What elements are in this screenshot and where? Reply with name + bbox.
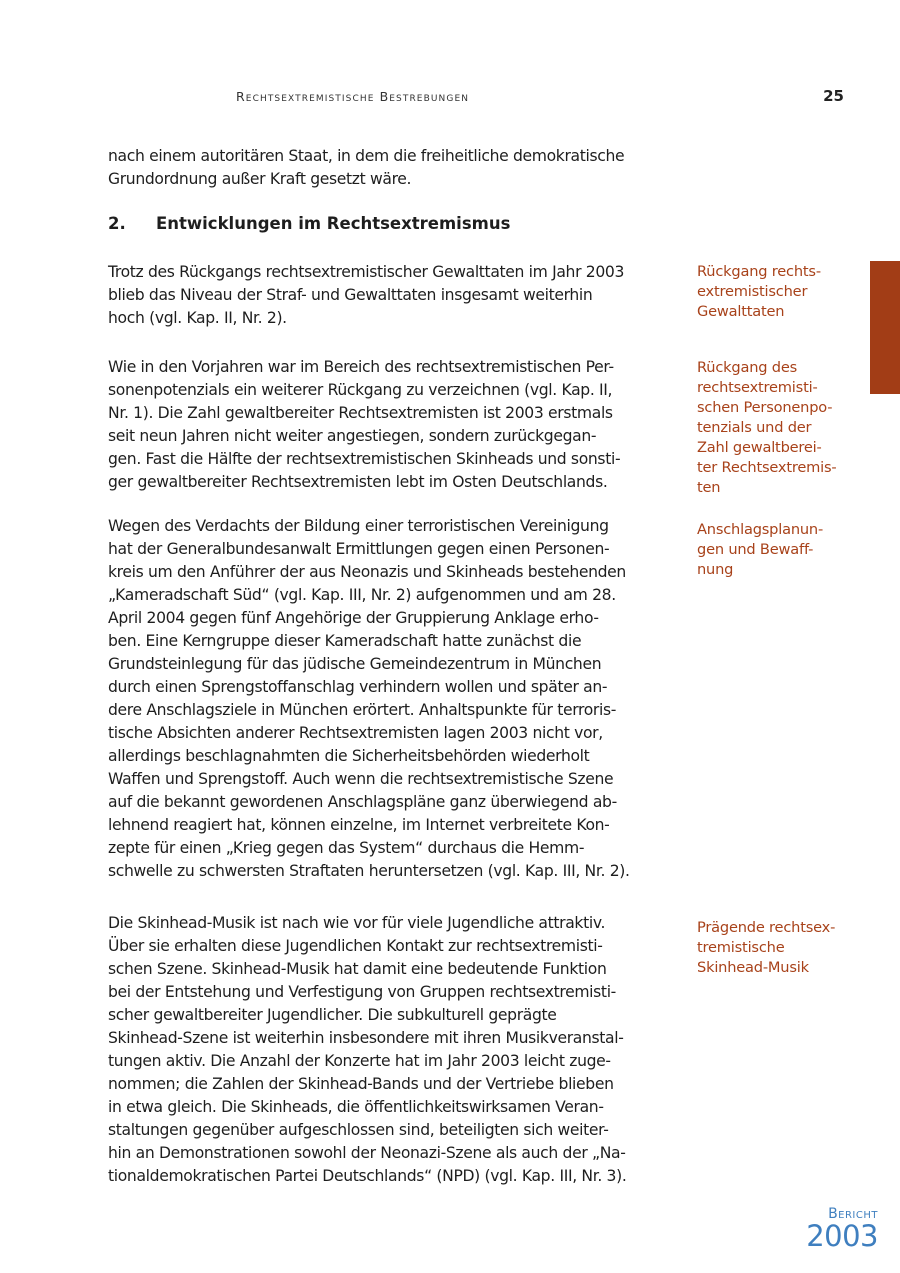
text-line: auf die bekannt gewordenen Anschlagspläne ganz überwiegend ab- [108,793,617,811]
paragraph-personenpotenzial [108,356,673,494]
paragraph-skinhead-musik [108,912,673,1188]
text-line: ben. Eine Kerngruppe dieser Kameradschaft hatte zunächst die [108,632,582,650]
note-line: Rückgang rechts- [697,263,821,280]
text-line: seit neun Jahren nicht weiter angestiegen, sondern zurückgegan- [108,427,597,445]
text-line: Wegen des Verdachts der Bildung einer terroristischen Vereinigung [108,517,609,535]
paragraph-gewalttaten [108,261,673,330]
text-line: bei der Entstehung und Verfestigung von Gruppen rechtsextremisti- [108,983,616,1001]
brand-word: Bericht [828,1206,878,1222]
note-line: Prägende rechtsex- [697,919,836,936]
text-line: allerdings beschlagnahmten die Sicherheitsbehörden wiederholt [108,747,590,765]
text-line: hoch (vgl. Kap. II, Nr. 2). [108,309,287,327]
paragraph-anschlagsplanungen [108,515,673,883]
text-line: Grundordnung außer Kraft gesetzt wäre. [108,170,412,188]
running-header-title: Rechtsextremistische Bestrebungen [236,89,470,104]
text-line: hin an Demonstrationen sowohl der Neonazi-Szene als auch der „Na- [108,1144,626,1162]
note-line: nung [697,561,734,578]
text-line: zepte für einen „Krieg gegen das System“ durchaus die Hemm- [108,839,585,857]
text-line: schwelle zu schwersten Straftaten heruntersetzen (vgl. Kap. III, Nr. 2). [108,862,630,880]
text-line: lehnend reagiert hat, können einzelne, im Internet verbreitete Kon- [108,816,610,834]
note-line: tenzials und der [697,419,812,436]
text-line: Wie in den Vorjahren war im Bereich des rechtsextremistischen Per- [108,358,614,376]
note-line: tremistische [697,939,785,956]
intro-paragraph [108,145,673,191]
text-line: Nr. 1). Die Zahl gewaltbereiter Rechtsextremisten ist 2003 erstmals [108,404,613,422]
margin-note-personenpotenzial [697,358,857,498]
note-line: extremistischer [697,283,808,300]
text-line: gen. Fast die Hälfte der rechtsextremistischen Skinheads und sonsti- [108,450,621,468]
text-line: „Kameradschaft Süd“ (vgl. Kap. III, Nr. 2) aufgenommen und am 28. [108,586,616,604]
text-line: Grundsteinlegung für das jüdische Gemeindezentrum in München [108,655,602,673]
margin-note-skinhead-musik [697,918,857,978]
note-line: ten [697,479,721,496]
text-line: Die Skinhead-Musik ist nach wie vor für viele Jugendliche attraktiv. [108,914,606,932]
text-line: blieb das Niveau der Straf- und Gewalttaten insgesamt weiterhin [108,286,593,304]
brand-year: 2003 [806,1219,878,1253]
margin-note-gewalttaten [697,262,857,322]
note-line: Anschlagsplanun- [697,521,824,538]
section-heading [108,214,510,233]
text-line: nach einem autoritären Staat, in dem die freiheitliche demokratische [108,147,625,165]
text-line: tionaldemokratischen Partei Deutschlands“ (NPD) (vgl. Kap. III, Nr. 3). [108,1167,627,1185]
text-line: dere Anschlagsziele in München erörtert. Anhaltspunkte für terroris- [108,701,617,719]
text-line: hat der Generalbundesanwalt Ermittlungen gegen einen Personen- [108,540,610,558]
text-line: in etwa gleich. Die Skinheads, die öffentlichkeitswirksamen Veran- [108,1098,604,1116]
margin-note-anschlagsplanungen [697,520,857,580]
note-line: Rückgang des [697,359,798,376]
text-line: tische Absichten anderer Rechtsextremisten lagen 2003 nicht vor, [108,724,603,742]
note-line: schen Personenpo- [697,399,833,416]
report-brand-logo [806,1206,878,1253]
note-line: Gewalttaten [697,303,785,320]
text-line: tungen aktiv. Die Anzahl der Konzerte hat im Jahr 2003 leicht zuge- [108,1052,611,1070]
text-line: schen Szene. Skinhead-Musik hat damit eine bedeutende Funktion [108,960,607,978]
text-line: April 2004 gegen fünf Angehörige der Gruppierung Anklage erho- [108,609,599,627]
text-line: nommen; die Zahlen der Skinhead-Bands und der Vertriebe blieben [108,1075,614,1093]
text-line: ger gewaltbereiter Rechtsextremisten lebt im Osten Deutschlands. [108,473,608,491]
section-title: Entwicklungen im Rechtsextremismus [156,214,511,233]
note-line: rechtsextremisti- [697,379,818,396]
note-line: ter Rechtsextremis- [697,459,837,476]
page-number: 25 [823,87,844,105]
text-line: Über sie erhalten diese Jugendlichen Kontakt zur rechtsextremisti- [108,937,603,955]
text-line: Waffen und Sprengstoff. Auch wenn die rechtsextremistische Szene [108,770,614,788]
note-line: Skinhead-Musik [697,959,809,976]
text-line: Trotz des Rückgangs rechtsextremistischer Gewalttaten im Jahr 2003 [108,263,625,281]
chapter-tab-marker [870,261,900,394]
text-line: scher gewaltbereiter Jugendlicher. Die subkulturell geprägte [108,1006,557,1024]
section-number: 2. [108,214,126,233]
text-line: staltungen gegenüber aufgeschlossen sind, beteiligten sich weiter- [108,1121,609,1139]
text-line: sonenpotenzials ein weiterer Rückgang zu verzeichnen (vgl. Kap. II, [108,381,613,399]
note-line: Zahl gewaltberei- [697,439,822,456]
text-line: kreis um den Anführer der aus Neonazis und Skinheads bestehenden [108,563,626,581]
text-line: Skinhead-Szene ist weiterhin insbesondere mit ihren Musikveranstal- [108,1029,624,1047]
text-line: durch einen Sprengstoffanschlag verhindern wollen und später an- [108,678,608,696]
note-line: gen und Bewaff- [697,541,814,558]
